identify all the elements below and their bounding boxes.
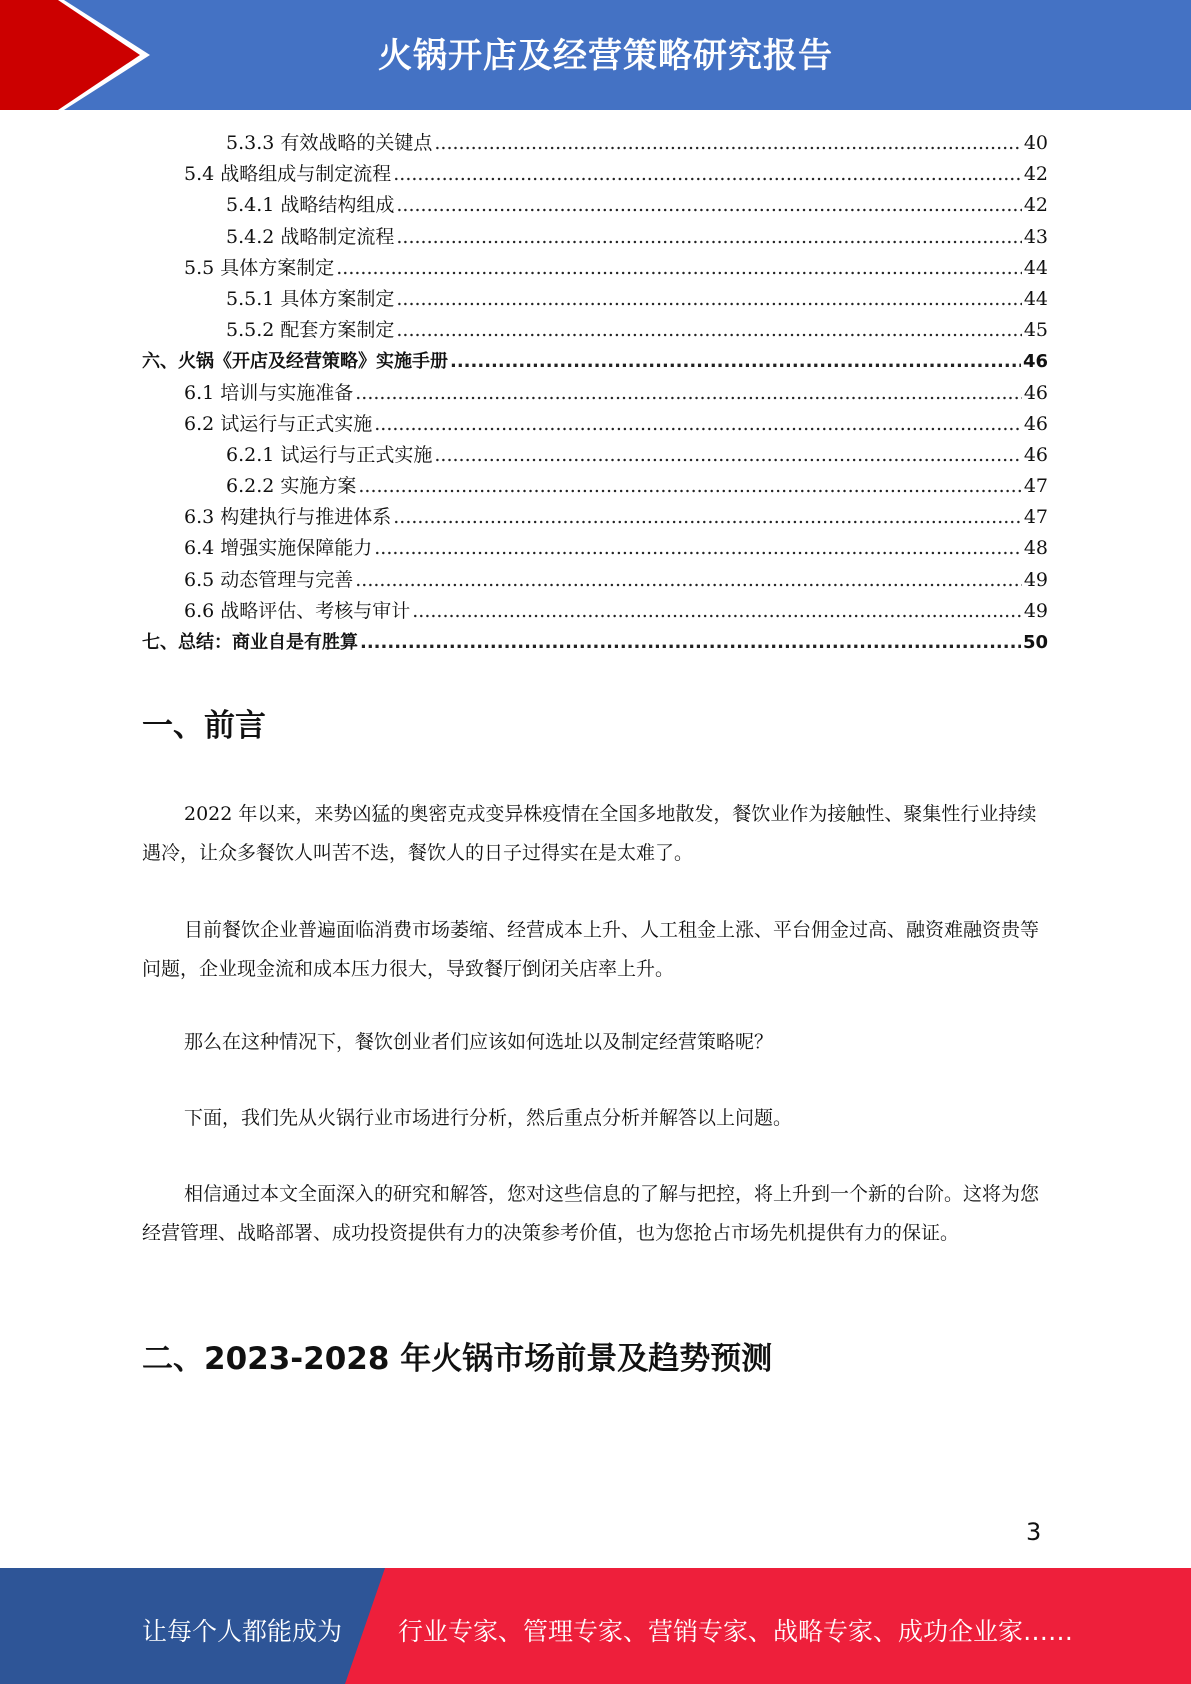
toc-dot-leader — [374, 409, 1022, 440]
toc-entry-label: 6.5 动态管理与完善 — [184, 568, 354, 591]
toc-entry[interactable] — [142, 284, 1048, 315]
toc-entry-page: 46 — [1023, 381, 1048, 404]
toc-entry-page: 50 — [1022, 632, 1048, 653]
toc-entry-label: 6.1 培训与实施准备 — [184, 381, 354, 404]
footer-slogan: 让每个人都能成为 — [142, 1617, 343, 1646]
toc-entry-page: 40 — [1023, 132, 1048, 154]
toc-entry[interactable] — [142, 471, 1048, 502]
toc-entry[interactable] — [142, 253, 1048, 284]
table-of-contents — [142, 128, 1048, 658]
toc-dot-leader — [396, 315, 1021, 346]
toc-entry-label: 5.4 战略组成与制定流程 — [184, 163, 392, 186]
toc-entry-page: 49 — [1023, 599, 1048, 622]
footer-roles: 行业专家、管理专家、营销专家、战略专家、成功企业家…… — [398, 1617, 1074, 1646]
toc-entry[interactable] — [142, 565, 1048, 596]
toc-dot-leader — [360, 627, 1021, 658]
toc-entry[interactable] — [142, 378, 1048, 409]
toc-entry-page: 49 — [1023, 568, 1048, 591]
section-heading-market-forecast: 二、2023-2028 年火锅市场前景及趋势预测 — [142, 1341, 773, 1377]
page-header — [0, 0, 1191, 110]
toc-entry-page: 46 — [1023, 412, 1048, 435]
toc-entry[interactable] — [142, 159, 1048, 190]
toc-entry-label: 5.3.3 有效战略的关键点 — [226, 132, 433, 154]
toc-entry[interactable] — [142, 627, 1048, 658]
toc-dot-leader — [393, 502, 1022, 533]
toc-dot-leader — [396, 284, 1021, 315]
toc-entry-page: 47 — [1023, 475, 1048, 498]
toc-entry-label: 6.6 战略评估、考核与审计 — [184, 599, 411, 622]
toc-entry[interactable] — [142, 502, 1048, 533]
toc-entry-label: 七、总结：商业自是有胜算 — [142, 632, 358, 653]
toc-dot-leader — [336, 253, 1022, 284]
page-number: 3 — [1026, 1518, 1042, 1546]
toc-entry[interactable] — [142, 440, 1048, 471]
toc-dot-leader — [412, 596, 1022, 627]
toc-entry[interactable] — [142, 190, 1048, 221]
toc-entry-label: 5.5.2 配套方案制定 — [226, 319, 395, 342]
toc-entry-page: 46 — [1022, 351, 1048, 373]
preface-paragraph-2: 目前餐饮企业普遍面临消费市场萎缩、经营成本上升、人工租金上涨、平台佣金过高、融资难融资贵等问题，企业现金流和成本压力很大，导致餐厅倒闭关店率上升。 — [142, 919, 1040, 980]
toc-entry-label: 6.4 增强实施保障能力 — [184, 537, 373, 560]
toc-entry-page: 45 — [1023, 319, 1048, 342]
toc-entry-label: 5.4.2 战略制定流程 — [226, 225, 395, 248]
report-title: 火锅开店及经营策略研究报告 — [378, 36, 833, 76]
toc-dot-leader — [355, 565, 1022, 596]
preface-paragraph-5: 相信通过本文全面深入的研究和解答，您对这些信息的了解与把控，将上升到一个新的台阶。这将为您经营管理、战略部署、成功投资提供有力的决策参考价值，也为您抢占市场先机提供有力的保证。 — [142, 1183, 1040, 1244]
toc-entry[interactable] — [142, 315, 1048, 346]
toc-entry[interactable] — [142, 128, 1048, 159]
toc-entry[interactable] — [142, 409, 1048, 440]
toc-entry-label: 6.2.2 实施方案 — [226, 475, 357, 498]
toc-entry[interactable] — [142, 346, 1048, 377]
toc-entry-label: 六、火锅《开店及经营策略》实施手册 — [142, 351, 448, 373]
toc-entry-page: 42 — [1023, 194, 1048, 217]
toc-dot-leader — [434, 440, 1021, 471]
toc-entry-page: 47 — [1023, 506, 1048, 529]
toc-entry[interactable] — [142, 222, 1048, 253]
toc-entry-label: 5.5 具体方案制定 — [184, 256, 335, 279]
toc-dot-leader — [358, 471, 1021, 502]
toc-dot-leader — [396, 190, 1021, 221]
toc-dot-leader — [374, 533, 1022, 564]
toc-dot-leader — [434, 128, 1021, 159]
toc-entry-page: 44 — [1023, 256, 1048, 279]
toc-dot-leader — [450, 346, 1021, 377]
toc-entry-page: 44 — [1023, 287, 1048, 310]
toc-dot-leader — [393, 159, 1022, 190]
toc-entry-page: 42 — [1023, 163, 1048, 186]
toc-entry-label: 5.5.1 具体方案制定 — [226, 287, 395, 310]
preface-paragraph-3: 那么在这种情况下，餐饮创业者们应该如何选址以及制定经营策略呢？ — [184, 1031, 774, 1053]
toc-entry[interactable] — [142, 533, 1048, 564]
section-heading-preface: 一、前言 — [142, 708, 266, 744]
toc-entry-label: 6.3 构建执行与推进体系 — [184, 506, 392, 529]
page-footer — [0, 1568, 1191, 1684]
toc-dot-leader — [396, 222, 1021, 253]
toc-entry-page: 43 — [1023, 225, 1048, 248]
toc-entry-label: 6.2.1 试运行与正式实施 — [226, 443, 433, 466]
toc-entry-label: 6.2 试运行与正式实施 — [184, 412, 373, 435]
toc-entry-label: 5.4.1 战略结构组成 — [226, 194, 395, 217]
preface-paragraph-4: 下面，我们先从火锅行业市场进行分析，然后重点分析并解答以上问题。 — [184, 1107, 793, 1129]
preface-paragraph-1: 2022 年以来，来势凶猛的奥密克戎变异株疫情在全国多地散发，餐饮业作为接触性、聚集性行业持续遇冷，让众多餐饮人叫苦不迭，餐饮人的日子过得实在是太难了。 — [142, 803, 1037, 864]
toc-entry-page: 46 — [1023, 443, 1048, 466]
toc-entry-page: 48 — [1023, 537, 1048, 560]
toc-entry[interactable] — [142, 596, 1048, 627]
toc-dot-leader — [355, 378, 1022, 409]
